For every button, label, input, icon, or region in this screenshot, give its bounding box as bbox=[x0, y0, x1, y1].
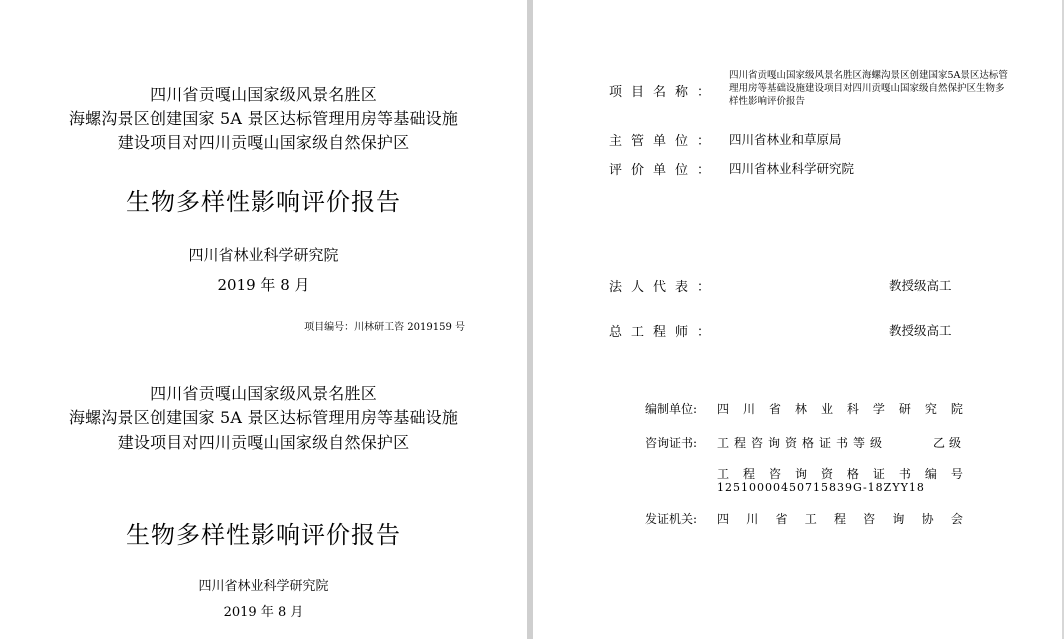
project-name-value: 四川省贡嘎山国家级风景名胜区海螺沟景区创建国家5A景区达标管理用房等基础设施建设项目对四川贡嘎山国家级自然保护区生物多样性影响评价报告 bbox=[729, 70, 1008, 107]
cover1-subtitle-line-1: 四川省贡嘎山国家级风景名胜区 bbox=[150, 85, 377, 104]
cert-no-label-char: 格 bbox=[846, 467, 859, 481]
issuer-value-char: 询 bbox=[892, 512, 905, 526]
cert-no-label-char: 询 bbox=[794, 467, 807, 481]
cover2-institution: 四川省林业科学研究院 bbox=[198, 579, 329, 594]
cover1-subtitle-line-2: 海螺沟景区创建国家 5A 景区达标管理用房等基础设施 bbox=[68, 109, 459, 128]
cert-grade: 乙级 bbox=[933, 436, 966, 450]
cert-no-label-char: 号 bbox=[950, 467, 963, 481]
issuer-value-char: 程 bbox=[833, 512, 846, 526]
unit-value-char: 究 bbox=[924, 402, 937, 416]
cert-no-label bbox=[717, 465, 963, 482]
chief-engineer-label: 总工程师： bbox=[609, 325, 720, 340]
left-page bbox=[0, 0, 527, 639]
right-page bbox=[533, 0, 1064, 639]
cover2-subtitle-line-2: 海螺沟景区创建国家 5A 景区达标管理用房等基础设施 bbox=[68, 408, 459, 427]
issuer-value-char: 咨 bbox=[863, 512, 876, 526]
cert-no-label-char: 工 bbox=[717, 467, 730, 481]
unit-value-char: 业 bbox=[820, 402, 833, 416]
cert-no-label-container bbox=[717, 465, 963, 482]
issuer-value-char: 四 bbox=[717, 512, 730, 526]
cert-no-label-char: 证 bbox=[872, 467, 885, 481]
evaluator-value: 四川省林业科学研究院 bbox=[729, 161, 855, 176]
unit-value-char: 科 bbox=[846, 402, 859, 416]
issuer-value-char: 会 bbox=[950, 512, 963, 526]
unit-value-char: 省 bbox=[768, 402, 781, 416]
cover2-date: 2019 年 8 月 bbox=[223, 605, 304, 620]
cover2-subtitle-line-3: 建设项目对四川贡嘎山国家级自然保护区 bbox=[117, 433, 410, 452]
unit-value-container bbox=[717, 400, 963, 417]
issuer-label: 发证机关: bbox=[645, 512, 698, 526]
cover1-project-number: 项目编号：川林研工咨 2019159 号 bbox=[304, 322, 465, 333]
cert-no-label-char: 程 bbox=[742, 467, 755, 481]
issuer-value-char: 川 bbox=[746, 512, 759, 526]
project-name-label: 项目名称： bbox=[609, 85, 720, 100]
issuer-value-char: 协 bbox=[921, 512, 934, 526]
unit-label: 编制单位: bbox=[645, 402, 698, 416]
cover1-institution: 四川省林业科学研究院 bbox=[188, 246, 339, 264]
unit-value-char: 林 bbox=[794, 402, 807, 416]
evaluator-label: 评价单位： bbox=[609, 163, 720, 178]
issuer-value-char: 省 bbox=[775, 512, 788, 526]
cert-no-label-char: 编 bbox=[924, 467, 937, 481]
unit-value-char: 学 bbox=[872, 402, 885, 416]
issuer-value bbox=[717, 510, 963, 527]
unit-value bbox=[717, 400, 963, 417]
cover1-subtitle-line-3: 建设项目对四川贡嘎山国家级自然保护区 bbox=[117, 133, 410, 152]
cert-value: 工程咨询资格证书等级 bbox=[717, 436, 888, 450]
unit-value-char: 川 bbox=[742, 402, 755, 416]
issuer-value-char: 工 bbox=[804, 512, 817, 526]
cert-label: 咨询证书: bbox=[645, 436, 698, 450]
cover1-date: 2019 年 8 月 bbox=[217, 276, 310, 294]
cert-no-label-char: 资 bbox=[820, 467, 833, 481]
cover2-subtitle-line-1: 四川省贡嘎山国家级风景名胜区 bbox=[150, 384, 377, 403]
legal-rep-value: 教授级高工 bbox=[889, 278, 952, 293]
cert-no-label-char: 书 bbox=[898, 467, 911, 481]
unit-value-char: 研 bbox=[898, 402, 911, 416]
cover1-title: 生物多样性影响评价报告 bbox=[126, 188, 401, 216]
unit-value-char: 四 bbox=[717, 402, 730, 416]
chief-engineer-value: 教授级高工 bbox=[889, 323, 952, 338]
cert-no-label-char: 咨 bbox=[768, 467, 781, 481]
unit-value-char: 院 bbox=[950, 402, 963, 416]
issuer-value-container bbox=[717, 510, 963, 527]
supervisor-value: 四川省林业和草原局 bbox=[729, 132, 842, 147]
legal-rep-label: 法人代表： bbox=[609, 280, 720, 295]
cover2-title: 生物多样性影响评价报告 bbox=[126, 521, 401, 549]
cert-number: 12510000450715839G-18ZYY18 bbox=[717, 481, 925, 494]
supervisor-label: 主管单位： bbox=[609, 134, 720, 149]
